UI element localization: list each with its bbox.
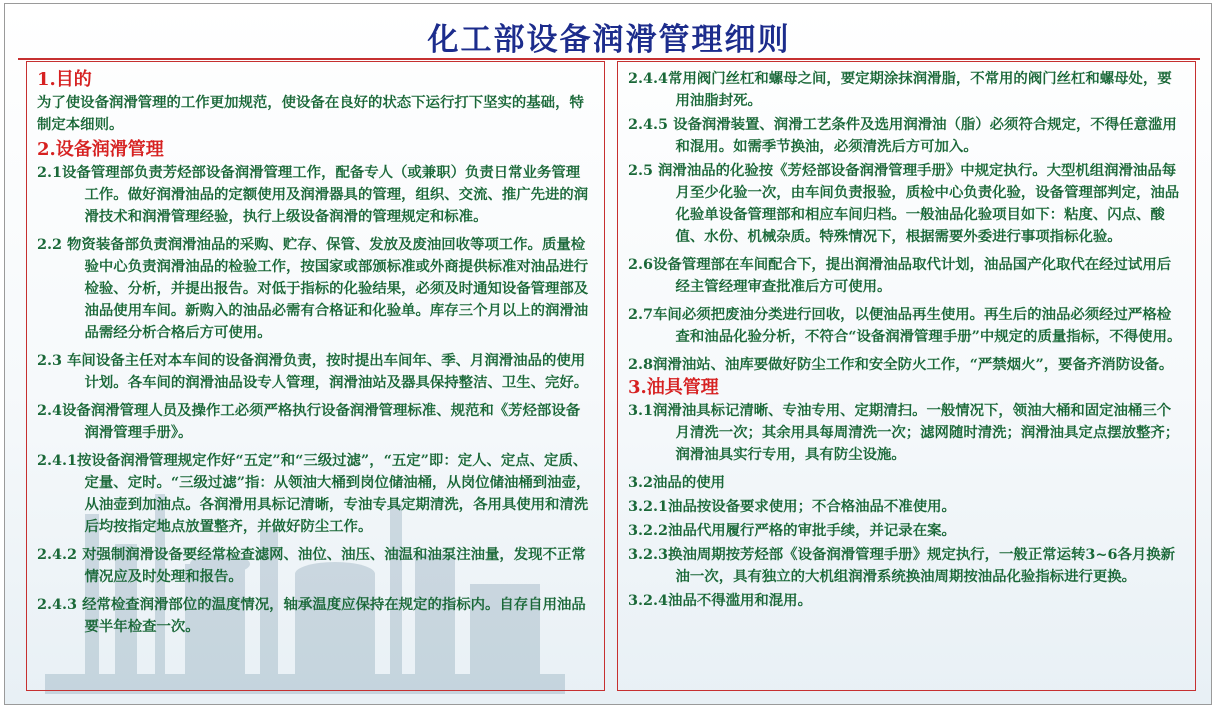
paragraph-3-2-2: 3.2.2油品代用履行严格的审批手续，并记录在案。 bbox=[628, 522, 956, 539]
left-panel bbox=[26, 61, 605, 691]
section-heading-purpose: 1.目的 bbox=[37, 69, 92, 90]
paragraph-2-8: 2.8润滑油站、油库要做好防尘工作和安全防火工作，“严禁烟火”，要备齐消防设备。 bbox=[628, 356, 1174, 373]
section-heading-lubrication-management: 2.设备润滑管理 bbox=[37, 139, 164, 160]
paragraph-2-7: 2.7车间必须把废油分类进行回收，以便油品再生使用。再生后的油品必须经过严格检查和油品化验分析，不符合“设备润滑管理手册”中规定的质量指标，不得使用。 bbox=[628, 306, 1182, 345]
paragraph-2-6: 2.6设备管理部在车间配合下，提出润滑油品取代计划，油品国产化取代在经过试用后经主管经理审查批准后方可使用。 bbox=[628, 256, 1172, 295]
paragraph-3-2-4: 3.2.4油品不得滥用和混用。 bbox=[628, 592, 812, 609]
paragraph-2-4-2: 2.4.2 对强制润滑设备要经常检查滤网、油位、油压、油温和油泵注油量，发现不正常情况应及时处理和报告。 bbox=[37, 546, 586, 585]
page-title: 化工部设备润滑管理细则 bbox=[427, 22, 791, 58]
paragraph-1: 为了使设备润滑管理的工作更加规范，使设备在良好的状态下运行打下坚实的基础，特制定本细则。 bbox=[37, 94, 584, 133]
paragraph-2-2: 2.2 物资装备部负责润滑油品的采购、贮存、保管、发放及废油回收等项工作。质量检验中心负责润滑油品的检验工作，按国家或部颁标准或外商提供标准对油品进行检验、分析，并提出报告。对低于指标的化验结果，必须及时通知设备管理部及油品使用车间。新购入的油品必需有合格证和化验单。库存三个月以上的润滑油品需经分析合格后方可使用。 bbox=[37, 236, 589, 341]
paragraph-2-5: 2.5 润滑油品的化验按《芳烃部设备润滑管理手册》中规定执行。大型机组润滑油品每月至少化验一次，由车间负责报验，质检中心负责化验，设备管理部判定，油品化验单设备管理部和相应车间归档。一般油品化验项目如下：粘度、闪点、酸值、水份、机械杂质。特殊情况下，根据需要外委进行事项指标化验。 bbox=[628, 162, 1180, 245]
paragraph-2-4-4: 2.4.4常用阀门丝杠和螺母之间，要定期涂抹润滑脂，不常用的阀门丝杠和螺母处，要用油脂封死。 bbox=[628, 70, 1172, 109]
paragraph-3-2-1: 3.2.1油品按设备要求使用；不合格油品不准使用。 bbox=[628, 498, 956, 515]
paragraph-3-2-3: 3.2.3换油周期按芳烃部《设备润滑管理手册》规定执行，一般正常运转3~6各月换新油一次，具有独立的大机组润滑系统换油周期按油品化验指标进行更换。 bbox=[628, 546, 1176, 585]
paragraph-2-4: 2.4设备润滑管理人员及操作工必须严格执行设备润滑管理标准、规范和《芳烃部设备润滑管理手册》。 bbox=[37, 402, 581, 441]
right-panel bbox=[617, 61, 1196, 691]
paragraph-2-1: 2.1设备管理部负责芳烃部设备润滑管理工作，配备专人（或兼职）负责日常业务管理工作。做好润滑油品的定额使用及润滑器具的管理，组织、交流、推广先进的润滑技术和润滑管理经验，执行上级设备润滑的管理规定和标准。 bbox=[37, 164, 589, 225]
paragraph-2-4-5: 2.4.5 设备润滑装置、润滑工艺条件及选用润滑油（脂）必须符合规定，不得任意滥用和混用。如需季节换油，必须清洗后方可加入。 bbox=[628, 116, 1177, 155]
paragraph-3-1: 3.1润滑油具标记清晰、专油专用、定期清扫。一般情况下，领油大桶和固定油桶三个月清洗一次；其余用具每周清洗一次；滤网随时清洗；润滑油具定点摆放整齐；润滑油具实行专用，具有防尘设施。 bbox=[628, 402, 1180, 463]
title-underline bbox=[18, 58, 1200, 60]
paragraph-2-3: 2.3 车间设备主任对本车间的设备润滑负责，按时提出车间年、季、月润滑油品的使用计划。各车间的润滑油品设专人管理，润滑油站及器具保持整洁、卫生、完好。 bbox=[37, 352, 589, 391]
paragraph-2-4-1: 2.4.1按设备润滑管理规定作好“五定”和“三级过滤”，“五定”即：定人、定点、定质、定量、定时。“三级过滤”指：从领油大桶到岗位储油桶，从岗位储油桶到油壶，从油壶到加油点。各润滑用具标记清晰，专油专具定期清洗，各用具使用和清洗后均按指定地点放置整齐，并做好防尘工作。 bbox=[37, 452, 591, 535]
section-heading-oil-tools: 3.油具管理 bbox=[628, 377, 719, 398]
paragraph-3-2: 3.2油品的使用 bbox=[628, 474, 725, 491]
paragraph-2-4-3: 2.4.3 经常检查润滑部位的温度情况，轴承温度应保持在规定的指标内。自存自用油品要半年检查一次。 bbox=[37, 596, 586, 635]
